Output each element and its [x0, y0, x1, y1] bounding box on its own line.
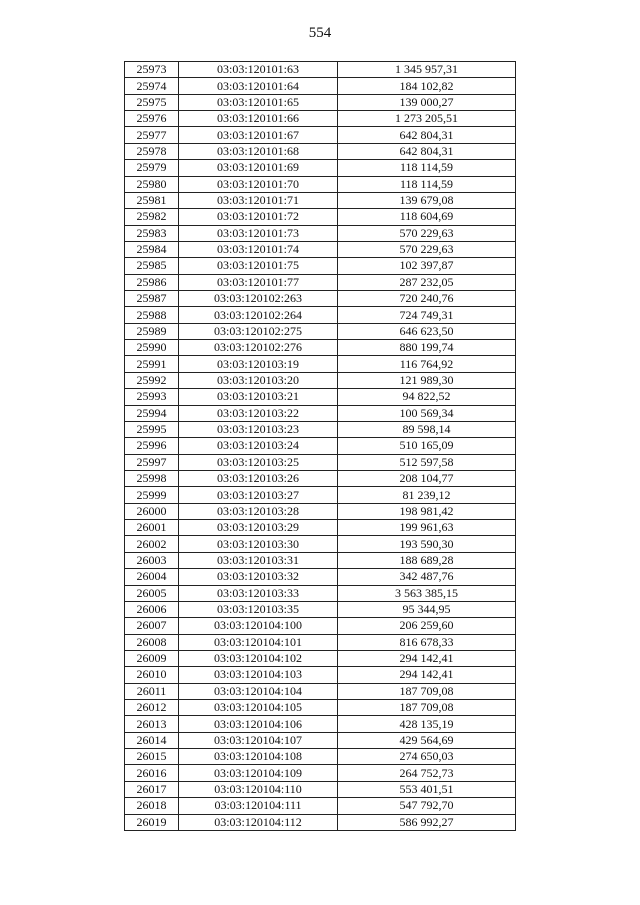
cadastral-number-cell: 03:03:120101:75: [179, 258, 338, 274]
row-number-cell: 25999: [125, 487, 179, 503]
table-row: [125, 716, 516, 732]
cadastral-value-cell: 89 598,14: [338, 421, 516, 437]
cadastral-number-cell: 03:03:120104:109: [179, 765, 338, 781]
cadastral-number-cell: 03:03:120101:70: [179, 176, 338, 192]
row-number-cell: 25977: [125, 127, 179, 143]
table-row: [125, 176, 516, 192]
row-number-cell: 25994: [125, 405, 179, 421]
row-number-cell: 26007: [125, 618, 179, 634]
row-number-cell: 25995: [125, 421, 179, 437]
cadastral-number-cell: 03:03:120104:108: [179, 749, 338, 765]
cadastral-number-cell: 03:03:120104:104: [179, 683, 338, 699]
cadastral-number-cell: 03:03:120103:30: [179, 536, 338, 552]
cadastral-value-cell: 208 104,77: [338, 470, 516, 486]
table-row: [125, 520, 516, 536]
table-row: [125, 536, 516, 552]
cadastral-number-cell: 03:03:120101:72: [179, 209, 338, 225]
cadastral-value-cell: 81 239,12: [338, 487, 516, 503]
cadastral-value-cell: 206 259,60: [338, 618, 516, 634]
table-row: [125, 438, 516, 454]
row-number-cell: 25996: [125, 438, 179, 454]
row-number-cell: 25987: [125, 291, 179, 307]
row-number-cell: 25974: [125, 78, 179, 94]
row-number-cell: 25983: [125, 225, 179, 241]
row-number-cell: 26018: [125, 798, 179, 814]
cadastral-value-cell: 139 679,08: [338, 192, 516, 208]
cadastral-number-cell: 03:03:120102:263: [179, 291, 338, 307]
cadastral-number-cell: 03:03:120104:111: [179, 798, 338, 814]
table-row: [125, 62, 516, 78]
cadastral-number-cell: 03:03:120103:22: [179, 405, 338, 421]
cadastral-value-cell: 287 232,05: [338, 274, 516, 290]
cadastral-value-cell: 102 397,87: [338, 258, 516, 274]
row-number-cell: 26008: [125, 634, 179, 650]
row-number-cell: 25990: [125, 340, 179, 356]
cadastral-number-cell: 03:03:120104:107: [179, 732, 338, 748]
cadastral-number-cell: 03:03:120104:105: [179, 700, 338, 716]
cadastral-number-cell: 03:03:120103:31: [179, 552, 338, 568]
table-row: [125, 356, 516, 372]
cadastral-value-cell: 294 142,41: [338, 667, 516, 683]
row-number-cell: 25982: [125, 209, 179, 225]
table-row: [125, 650, 516, 666]
cadastral-number-cell: 03:03:120103:24: [179, 438, 338, 454]
cadastral-number-cell: 03:03:120103:29: [179, 520, 338, 536]
cadastral-value-cell: 95 344,95: [338, 601, 516, 617]
cadastral-value-cell: 816 678,33: [338, 634, 516, 650]
cadastral-value-cell: 570 229,63: [338, 225, 516, 241]
row-number-cell: 25993: [125, 389, 179, 405]
cadastral-value-cell: 586 992,27: [338, 814, 516, 830]
table-row: [125, 94, 516, 110]
row-number-cell: 25986: [125, 274, 179, 290]
cadastral-number-cell: 03:03:120103:33: [179, 585, 338, 601]
row-number-cell: 25980: [125, 176, 179, 192]
cadastral-value-cell: 3 563 385,15: [338, 585, 516, 601]
row-number-cell: 25973: [125, 62, 179, 78]
table-row: [125, 667, 516, 683]
table-row: [125, 225, 516, 241]
cadastral-value-cell: 428 135,19: [338, 716, 516, 732]
cadastral-value-cell: 188 689,28: [338, 552, 516, 568]
cadastral-value-cell: 94 822,52: [338, 389, 516, 405]
table-row: [125, 241, 516, 257]
table-row: [125, 143, 516, 159]
table-row: [125, 683, 516, 699]
table-row: [125, 765, 516, 781]
row-number-cell: 25988: [125, 307, 179, 323]
cadastral-value-cell: 264 752,73: [338, 765, 516, 781]
cadastral-value-cell: 184 102,82: [338, 78, 516, 94]
cadastral-number-cell: 03:03:120103:23: [179, 421, 338, 437]
cadastral-number-cell: 03:03:120101:68: [179, 143, 338, 159]
table-row: [125, 421, 516, 437]
row-number-cell: 25991: [125, 356, 179, 372]
table-row: [125, 634, 516, 650]
cadastral-value-cell: 116 764,92: [338, 356, 516, 372]
cadastral-value-cell: 118 604,69: [338, 209, 516, 225]
cadastral-value-cell: 187 709,08: [338, 700, 516, 716]
row-number-cell: 26015: [125, 749, 179, 765]
cadastral-number-cell: 03:03:120103:28: [179, 503, 338, 519]
cadastral-value-cell: 570 229,63: [338, 241, 516, 257]
table-row: [125, 585, 516, 601]
table-row: [125, 814, 516, 830]
table-row: [125, 700, 516, 716]
page-number: 554: [308, 25, 332, 41]
row-number-cell: 25997: [125, 454, 179, 470]
cadastral-number-cell: 03:03:120101:69: [179, 160, 338, 176]
table-row: [125, 323, 516, 339]
row-number-cell: 26014: [125, 732, 179, 748]
table-row: [125, 405, 516, 421]
cadastral-value-cell: 118 114,59: [338, 176, 516, 192]
cadastral-number-cell: 03:03:120103:21: [179, 389, 338, 405]
cadastral-value-cell: 118 114,59: [338, 160, 516, 176]
row-number-cell: 26000: [125, 503, 179, 519]
row-number-cell: 26017: [125, 781, 179, 797]
row-number-cell: 26013: [125, 716, 179, 732]
cadastral-value-cell: 199 961,63: [338, 520, 516, 536]
cadastral-number-cell: 03:03:120103:25: [179, 454, 338, 470]
cadastral-number-cell: 03:03:120104:101: [179, 634, 338, 650]
row-number-cell: 26011: [125, 683, 179, 699]
cadastral-value-cell: 512 597,58: [338, 454, 516, 470]
cadastral-value-cell: 193 590,30: [338, 536, 516, 552]
cadastral-number-cell: 03:03:120101:63: [179, 62, 338, 78]
cadastral-number-cell: 03:03:120104:100: [179, 618, 338, 634]
row-number-cell: 26006: [125, 601, 179, 617]
cadastral-value-cell: 429 564,69: [338, 732, 516, 748]
cadastral-number-cell: 03:03:120101:64: [179, 78, 338, 94]
cadastral-number-cell: 03:03:120103:20: [179, 372, 338, 388]
table-body: [125, 62, 516, 831]
row-number-cell: 26002: [125, 536, 179, 552]
cadastral-number-cell: 03:03:120104:106: [179, 716, 338, 732]
row-number-cell: 26010: [125, 667, 179, 683]
cadastral-number-cell: 03:03:120103:27: [179, 487, 338, 503]
table-row: [125, 569, 516, 585]
cadastral-number-cell: 03:03:120102:275: [179, 323, 338, 339]
cadastral-number-cell: 03:03:120102:276: [179, 340, 338, 356]
row-number-cell: 25975: [125, 94, 179, 110]
table-row: [125, 552, 516, 568]
cadastral-value-cell: 187 709,08: [338, 683, 516, 699]
table-row: [125, 274, 516, 290]
row-number-cell: 26001: [125, 520, 179, 536]
row-number-cell: 25981: [125, 192, 179, 208]
cadastral-value-cell: 880 199,74: [338, 340, 516, 356]
table-row: [125, 209, 516, 225]
table-row: [125, 111, 516, 127]
row-number-cell: 25976: [125, 111, 179, 127]
cadastral-value-cell: 724 749,31: [338, 307, 516, 323]
cadastral-value-cell: 1 345 957,31: [338, 62, 516, 78]
row-number-cell: 25979: [125, 160, 179, 176]
row-number-cell: 25978: [125, 143, 179, 159]
cadastral-number-cell: 03:03:120103:32: [179, 569, 338, 585]
cadastral-value-cell: 547 792,70: [338, 798, 516, 814]
cadastral-value-cell: 274 650,03: [338, 749, 516, 765]
row-number-cell: 25998: [125, 470, 179, 486]
table-row: [125, 340, 516, 356]
row-number-cell: 26003: [125, 552, 179, 568]
cadastral-number-cell: 03:03:120104:110: [179, 781, 338, 797]
row-number-cell: 26019: [125, 814, 179, 830]
row-number-cell: 25984: [125, 241, 179, 257]
table-row: [125, 307, 516, 323]
cadastral-number-cell: 03:03:120101:77: [179, 274, 338, 290]
cadastral-number-cell: 03:03:120103:19: [179, 356, 338, 372]
cadastral-value-cell: 553 401,51: [338, 781, 516, 797]
cadastral-number-cell: 03:03:120104:112: [179, 814, 338, 830]
table-row: [125, 127, 516, 143]
table-row: [125, 503, 516, 519]
table-row: [125, 389, 516, 405]
table-row: [125, 601, 516, 617]
cadastral-number-cell: 03:03:120101:66: [179, 111, 338, 127]
table-row: [125, 192, 516, 208]
cadastral-value-cell: 121 989,30: [338, 372, 516, 388]
table-row: [125, 470, 516, 486]
table-row: [125, 749, 516, 765]
cadastral-value-cell: 1 273 205,51: [338, 111, 516, 127]
cadastral-value-cell: 642 804,31: [338, 127, 516, 143]
table-row: [125, 454, 516, 470]
row-number-cell: 26004: [125, 569, 179, 585]
table-row: [125, 258, 516, 274]
table-row: [125, 78, 516, 94]
row-number-cell: 25992: [125, 372, 179, 388]
cadastral-value-cell: 294 142,41: [338, 650, 516, 666]
row-number-cell: 26012: [125, 700, 179, 716]
table-row: [125, 732, 516, 748]
cadastral-number-cell: 03:03:120104:102: [179, 650, 338, 666]
cadastral-value-cell: 510 165,09: [338, 438, 516, 454]
cadastral-number-cell: 03:03:120103:35: [179, 601, 338, 617]
table-row: [125, 487, 516, 503]
cadastral-number-cell: 03:03:120103:26: [179, 470, 338, 486]
cadastral-number-cell: 03:03:120102:264: [179, 307, 338, 323]
cadastral-value-cell: 139 000,27: [338, 94, 516, 110]
cadastral-number-cell: 03:03:120104:103: [179, 667, 338, 683]
table-row: [125, 798, 516, 814]
row-number-cell: 25989: [125, 323, 179, 339]
cadastral-value-cell: 646 623,50: [338, 323, 516, 339]
table-row: [125, 291, 516, 307]
cadastral-number-cell: 03:03:120101:65: [179, 94, 338, 110]
cadastral-value-table: [124, 61, 516, 831]
table-row: [125, 372, 516, 388]
cadastral-number-cell: 03:03:120101:67: [179, 127, 338, 143]
row-number-cell: 26009: [125, 650, 179, 666]
table-row: [125, 160, 516, 176]
table-row: [125, 781, 516, 797]
cadastral-value-cell: 198 981,42: [338, 503, 516, 519]
cadastral-value-cell: 642 804,31: [338, 143, 516, 159]
cadastral-number-cell: 03:03:120101:71: [179, 192, 338, 208]
cadastral-number-cell: 03:03:120101:73: [179, 225, 338, 241]
row-number-cell: 26005: [125, 585, 179, 601]
cadastral-value-cell: 342 487,76: [338, 569, 516, 585]
row-number-cell: 25985: [125, 258, 179, 274]
cadastral-value-cell: 100 569,34: [338, 405, 516, 421]
table-row: [125, 618, 516, 634]
cadastral-value-cell: 720 240,76: [338, 291, 516, 307]
cadastral-number-cell: 03:03:120101:74: [179, 241, 338, 257]
row-number-cell: 26016: [125, 765, 179, 781]
